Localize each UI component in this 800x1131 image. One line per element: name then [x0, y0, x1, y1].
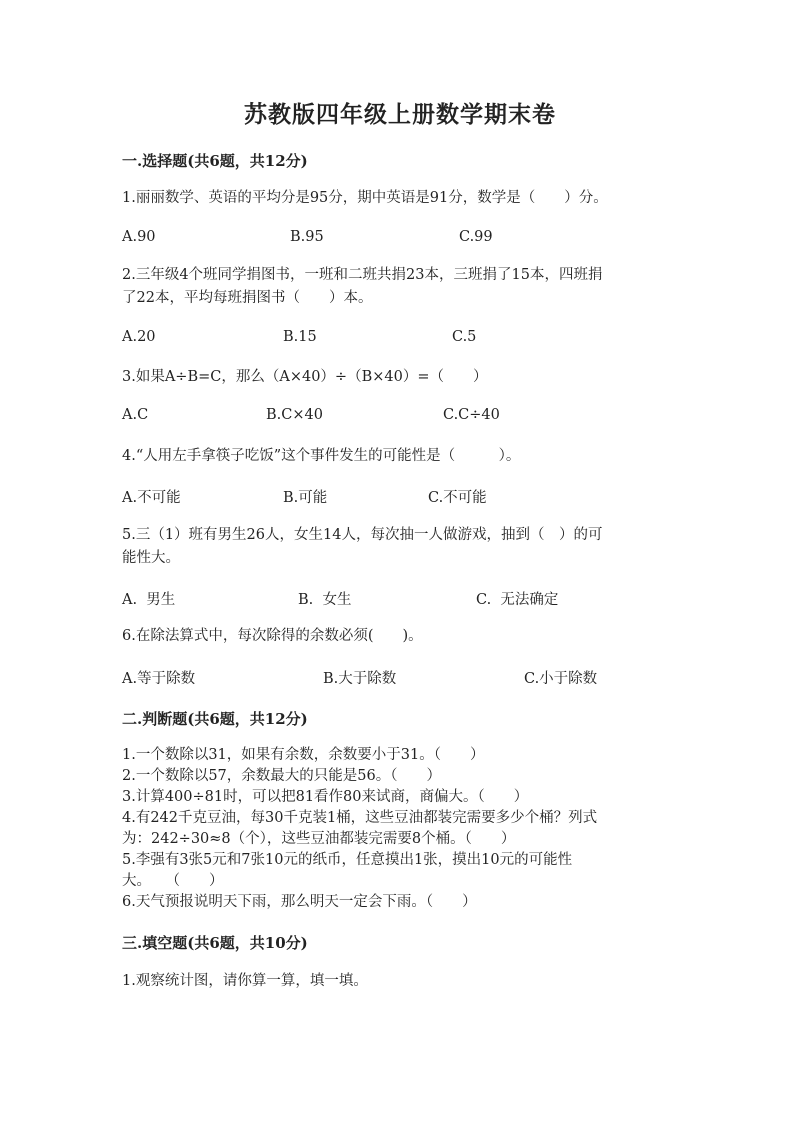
- question-1-text: 1.丽丽数学、英语的平均分是95分，期中英语是91分，数学是（ ）分。: [122, 190, 608, 206]
- q4-option-c: C.不可能: [428, 490, 487, 506]
- section-heading-true-false: 二.判断题(共6题，共12分): [122, 710, 308, 728]
- question-2-text-line2: 了22本，平均每班捐图书（ ）本。: [122, 290, 373, 306]
- question-4-text: 4.“人用左手拿筷子吃饭”这个事件发生的可能性是（ ）。: [122, 448, 521, 464]
- q5-option-a: A. 男生: [122, 592, 176, 608]
- question-3-text: 3.如果A÷B=C，那么（A×40）÷（B×40）=（ ）: [122, 369, 488, 385]
- tf-line-1: 1.一个数除以31，如果有余数，余数要小于31。（ ）: [122, 747, 485, 763]
- q6-option-c: C.小于除数: [524, 671, 598, 687]
- q4-option-b: B.可能: [283, 490, 328, 506]
- section-heading-fill-blank: 三.填空题(共6题，共10分): [122, 934, 308, 952]
- q2-option-b: B.15: [283, 329, 317, 345]
- question-5-text-line1: 5.三（1）班有男生26人，女生14人，每次抽一人做游戏，抽到（ ）的可: [122, 527, 603, 543]
- page-title: 苏教版四年级上册数学期末卷: [244, 101, 556, 128]
- question-2-text-line1: 2.三年级4个班同学捐图书，一班和二班共捐23本，三班捐了15本，四班捐: [122, 267, 603, 283]
- q5-option-b: B. 女生: [298, 592, 352, 608]
- q3-option-a: A.C: [122, 407, 149, 423]
- q2-option-a: A.20: [122, 329, 156, 345]
- q4-option-a: A.不可能: [122, 490, 181, 506]
- q1-option-b: B.95: [290, 229, 324, 245]
- q1-option-c: C.99: [459, 229, 493, 245]
- question-6-text: 6.在除法算式中，每次除得的余数必须( )。: [122, 628, 423, 644]
- q3-option-b: B.C×40: [266, 407, 323, 423]
- tf-line-4: 4.有242千克豆油，每30千克装1桶，这些豆油都装完需要多少个桶？列式: [122, 810, 598, 826]
- tf-line-6: 5.李强有3张5元和7张10元的纸币，任意摸出1张，摸出10元的可能性: [122, 852, 573, 868]
- q1-option-a: A.90: [122, 229, 156, 245]
- q5-option-c: C. 无法确定: [476, 592, 559, 608]
- q6-option-a: A.等于除数: [122, 671, 196, 687]
- tf-line-3: 3.计算400÷81时，可以把81看作80来试商，商偏大。（ ）: [122, 789, 529, 805]
- tf-line-2: 2.一个数除以57，余数最大的只能是56。（ ）: [122, 768, 441, 784]
- tf-line-7: 大。 （ ）: [122, 873, 224, 889]
- q3-option-c: C.C÷40: [443, 407, 500, 423]
- tf-line-5: 为：242÷30≈8（个），这些豆油都装完需要8个桶。（ ）: [122, 831, 516, 847]
- q6-option-b: B.大于除数: [323, 671, 397, 687]
- tf-line-8: 6.天气预报说明天下雨，那么明天一定会下雨。（ ）: [122, 894, 477, 910]
- fill-line-1: 1.观察统计图，请你算一算，填一填。: [122, 973, 368, 989]
- question-5-text-line2: 能性大。: [122, 550, 180, 566]
- q2-option-c: C.5: [452, 329, 477, 345]
- section-heading-choice: 一.选择题(共6题，共12分): [122, 152, 308, 170]
